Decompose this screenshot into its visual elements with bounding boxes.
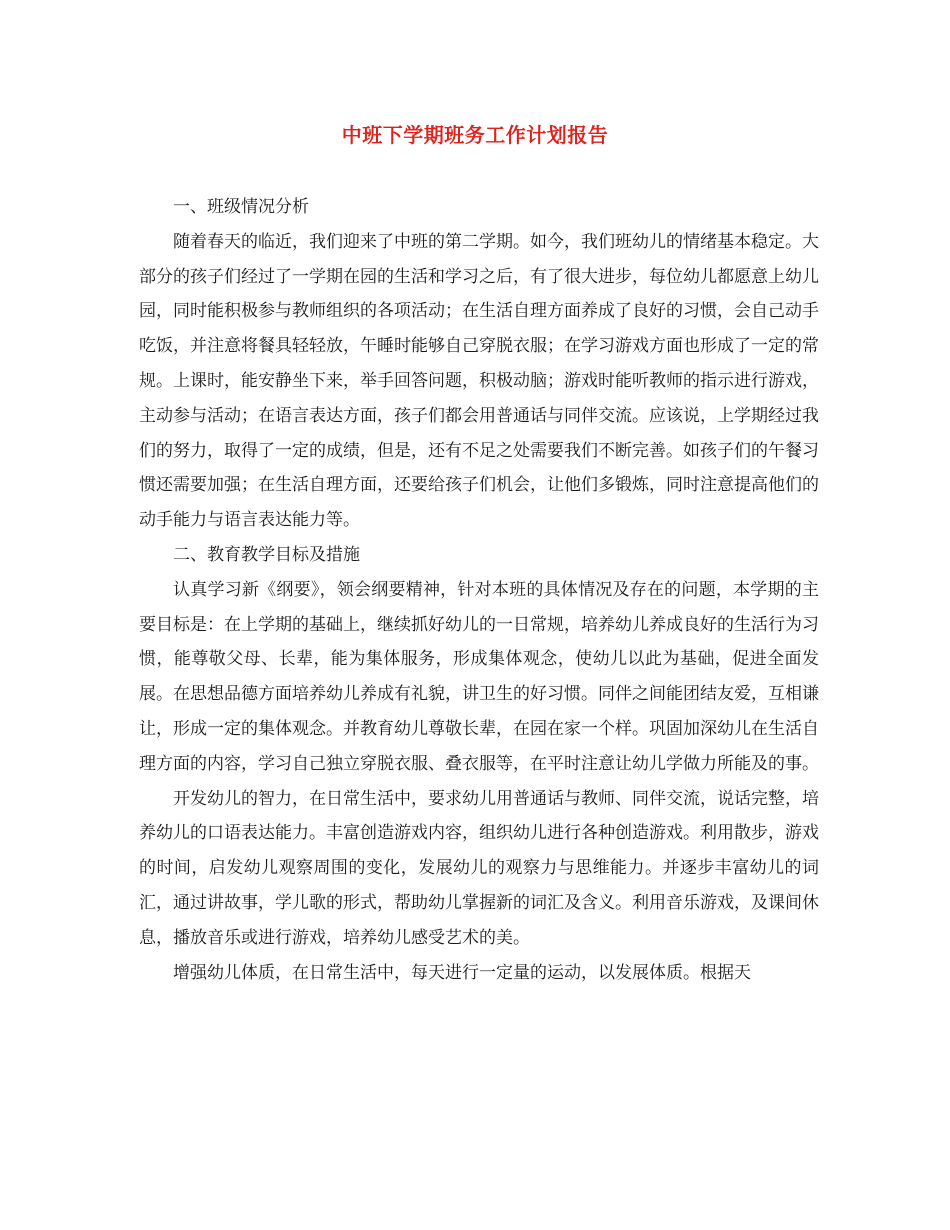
paragraph-class-analysis: 随着春天的临近，我们迎来了中班的第二学期。如今，我们班幼儿的情绪基本稳定。大部分的孩子们经过了一学期在园的生活和学习之后，有了很大进步，每位幼儿都愿意上幼儿园，同时能积极参与教师组织的各项活动；在生活自理方面养成了良好的习惯，会自己动手吃饭，并注意将餐具轻轻放，午睡时能够自己穿脱衣服；在学习游戏方面也形成了一定的常规。上课时，能安静坐下来，举手回答问题，积极动脑；游戏时能听教师的指示进行游戏，主动参与活动；在语言表达方面，孩子们都会用普通话与同伴交流。应该说，上学期经过我们的努力，取得了一定的成绩，但是，还有不足之处需要我们不断完善。如孩子们的午餐习惯还需要加强；在生活自理方面，还要给孩子们机会，让他们多锻炼，同时注意提高他们的动手能力与语言表达能力等。 — [139, 231, 819, 531]
paragraph-intellect-development: 开发幼儿的智力，在日常生活中，要求幼儿用普通话与教师、同伴交流，说话完整，培养幼儿的口语表达能力。丰富创造游戏内容，组织幼儿进行各种创造游戏。利用散步，游戏的时间，启发幼儿观察周围的变化，发展幼儿的观察力与思维能力。并逐步丰富幼儿的词汇，通过讲故事，学儿歌的形式，帮助幼儿掌握新的词汇及含义。利用音乐游戏，及课间休息，播放音乐或进行游戏，培养幼儿感受艺术的美。 — [139, 788, 819, 948]
paragraph-physical-fitness: 增强幼儿体质，在日常生活中，每天进行一定量的运动，以发展体质。根据天 — [173, 962, 751, 983]
section-heading-teaching-goals: 二、教育教学目标及措施 — [173, 544, 360, 565]
section-heading-class-analysis: 一、班级情况分析 — [173, 197, 309, 217]
paragraph-teaching-goals: 认真学习新《纲要》，领会纲要精神，针对本班的具体情况及存在的问题，本学期的主要目标是：在上学期的基础上，继续抓好幼儿的一日常规，培养幼儿养成良好的生活行为习惯，能尊敬父母、长辈，能为集体服务，形成集体观念，使幼儿以此为基础，促进全面发展。在思想品德方面培养幼儿养成有礼貌，讲卫生的好习惯。同伴之间能团结友爱，互相谦让，形成一定的集体观念。并教育幼儿尊敬长辈，在园在家一个样。巩固加深幼儿在生活自理方面的内容，学习自己独立穿脱衣服、叠衣服等，在平时注意让幼儿学做力所能及的事。 — [139, 579, 819, 774]
document-body — [139, 190, 819, 990]
document-title: 中班下学期班务工作计划报告 — [341, 123, 609, 147]
